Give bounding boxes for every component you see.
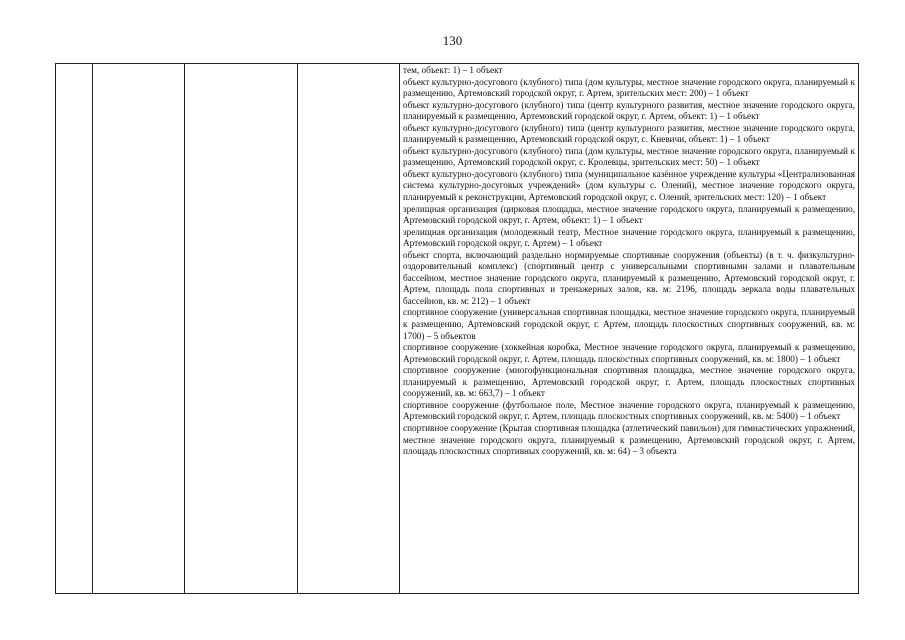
table-row — [56, 64, 859, 594]
list-item: объект культурно-досугового (клубного) типа (центр культурного развития, местное значение городского округа, планируемый к размещению, Артемовский городской округ, г. Артем, объект: 1) – 1 объект — [403, 99, 855, 122]
empty-cell-2 — [93, 64, 185, 594]
list-item: зрелищная организация (цирковая площадка, местное значение городского округа, планируемый к размещению, Артемовский городской округ, г. Артем, объект: 1) – 1 объект — [403, 203, 855, 226]
list-item: объект культурно-досугового (клубного) типа (муниципальное казённое учреждение культуры «Централизованная система культурно-досуговых учреждений» (дом культуры с. Олений), местное значение городского округа, планируемый к реконструкции, Артемовский городской округ, с. Олений, зрительских мест: 120) – 1 объект — [403, 168, 855, 203]
document-table — [55, 63, 859, 594]
list-item: спортивное сооружение (универсальная спортивная площадка, местное значение городского округа, планируемый к размещению, Артемовский городской округ, г. Артем, площадь плоскостных спортивных сооружений, кв. м: 1700) – 5 объектов — [403, 307, 855, 341]
list-item: спортивное сооружение (многофункциональная спортивная площадка, местное значение городского округа, планируемый к размещению, Артемовский городской округ, г. Артем, площадь плоскостных спортивных сооружений, кв. м: 663,7) – 1 объект — [403, 365, 855, 399]
objects-list-cell — [400, 64, 859, 594]
empty-cell-3 — [185, 64, 298, 594]
list-item: объект культурно-досугового (клубного) типа (дом культуры, местное значение городского округа, планируемый к размещению, Артемовский городской округ, с. Кролевцы, зрительских мест: 50) – 1 объект — [403, 145, 855, 168]
list-item: спортивное сооружение (Крытая спортивная площадка (атлетический павильон) для гимнастических упражнений, местное значение городского округа, планируемый к размещению, Артемовский городской округ, г. Артем, площадь плоскостных спортивных сооружений, кв. м: 64) – 3 объекта — [403, 422, 855, 457]
list-item: объект спорта, включающий раздельно нормируемые спортивные сооружения (объекты) (в т. ч. физкультурно-оздоровительный комплекс) (спортивный центр с универсальными спортивными залами и плавательным бассейном, местное значение городского округа, планируемый к размещению, Артемовский городской округ, г. Артем, площадь пола спортивных и тренажерных залов, кв. м: 2196, площадь зеркала воды плавательных бассейнов, кв. м: 212) – 1 объект — [403, 249, 855, 306]
empty-cell-1 — [56, 64, 93, 594]
list-item: объект культурно-досугового (клубного) типа (центр культурного развития, местное значение городского округа, планируемый к размещению, Артемовский городской округ, с. Кневичи, объект: 1) – 1 объект — [403, 122, 855, 145]
list-item: спортивное сооружение (хоккейная коробка, Местное значение городского округа, планируемый к размещению, Артемовский городской округ, г. Артем, площадь плоскостных спортивных сооружений, кв. м: 1800) – 1 объект — [403, 342, 855, 364]
page-number: 130 — [442, 33, 463, 48]
empty-cell-4 — [298, 64, 400, 594]
list-item: зрелищная организация (молодежный театр, Местное значение городского округа, планируемый к размещению, Артемовский городской округ, г. Артем) – 1 объект — [403, 226, 855, 249]
list-item: тем, объект: 1) – 1 объект — [403, 65, 503, 75]
list-item: объект культурно-досугового (клубного) типа (дом культуры, местное значение городского округа, планируемый к размещению, Артемовский городской округ, г. Артем, зрительских мест: 200) – 1 объект — [403, 76, 855, 99]
list-item: спортивное сооружение (футбольное поле, Местное значение городского округа, планируемый к размещению, Артемовский городской округ, г. Артем, площадь плоскостных спортивных сооружений, кв. м: 5400) – 1 объект — [403, 399, 855, 422]
